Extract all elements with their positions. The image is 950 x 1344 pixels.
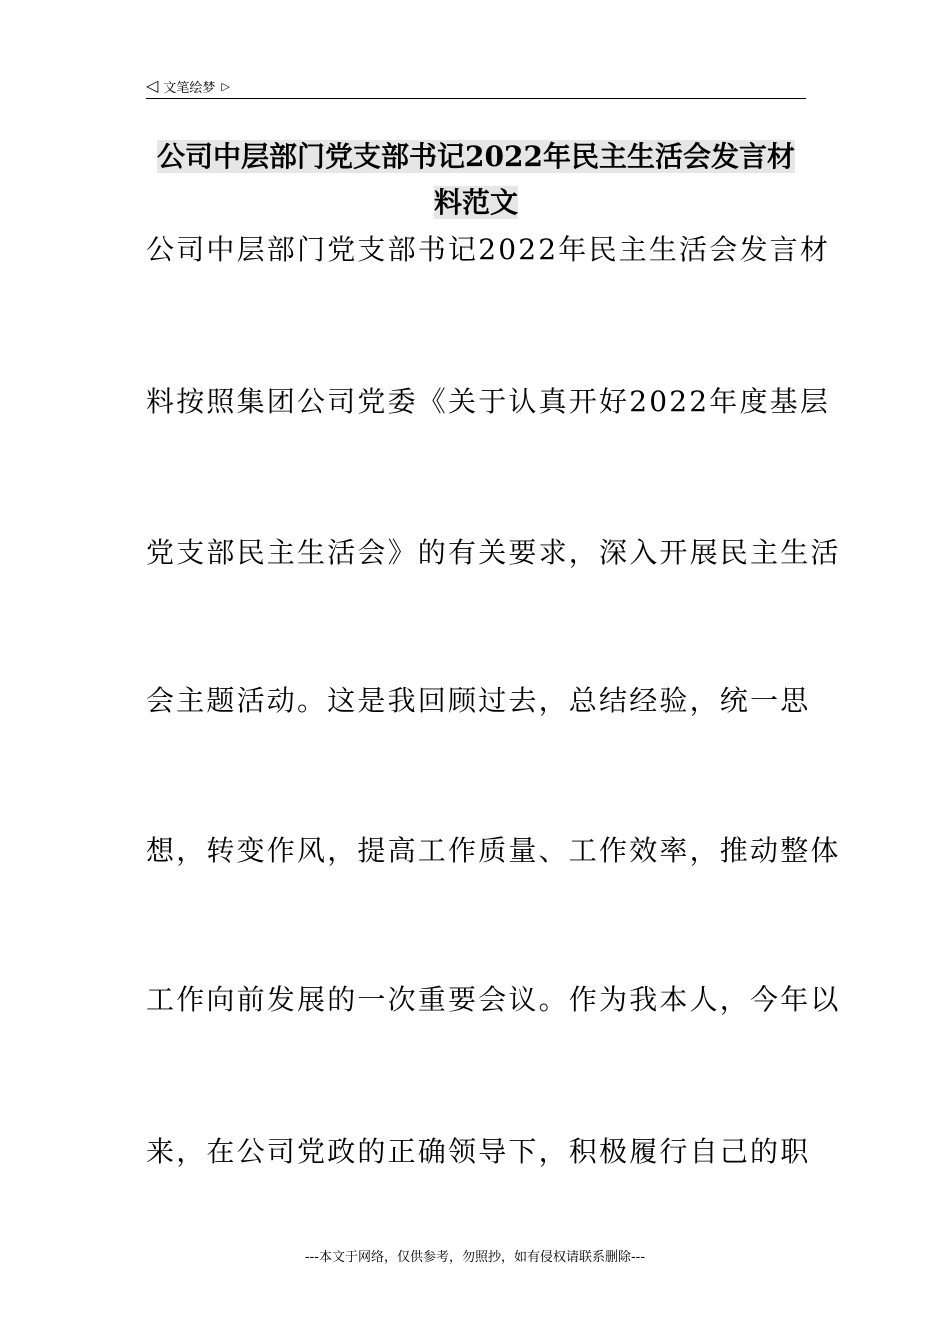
body-line-6: 工作向前发展的一次重要会议。作为我本人，今年以 bbox=[146, 983, 841, 1016]
title-line-2: 料范文 bbox=[433, 186, 518, 219]
body-line-4: 会主题活动。这是我回顾过去，总结经验，统一思 bbox=[146, 684, 811, 717]
body-line-3: 党支部民主生活会》的有关要求，深入开展民主生活 bbox=[146, 536, 841, 569]
document-title bbox=[146, 134, 806, 226]
footer-disclaimer: ---本文于网络，仅供参考，勿照抄，如有侵权请联系删除--- bbox=[304, 1250, 646, 1265]
triangle-right-icon: ▷ bbox=[221, 79, 230, 93]
body-line-2: 料按照集团公司党委《关于认真开好2022年度基层 bbox=[146, 385, 831, 418]
document-header bbox=[146, 74, 806, 99]
body-line-7: 来，在公司党政的正确领导下，积极履行自己的职 bbox=[146, 1135, 811, 1168]
triangle-left-icon: ◁ bbox=[146, 76, 159, 95]
body-line-1: 公司中层部门党支部书记2022年民主生活会发言材 bbox=[146, 233, 831, 266]
title-line-1: 公司中层部门党支部书记2022年民主生活会发言材 bbox=[157, 140, 795, 173]
header-brand: 文笔绘梦 bbox=[163, 80, 216, 96]
body-line-5: 想，转变作风，提高工作质量、工作效率，推动整体 bbox=[146, 834, 841, 867]
